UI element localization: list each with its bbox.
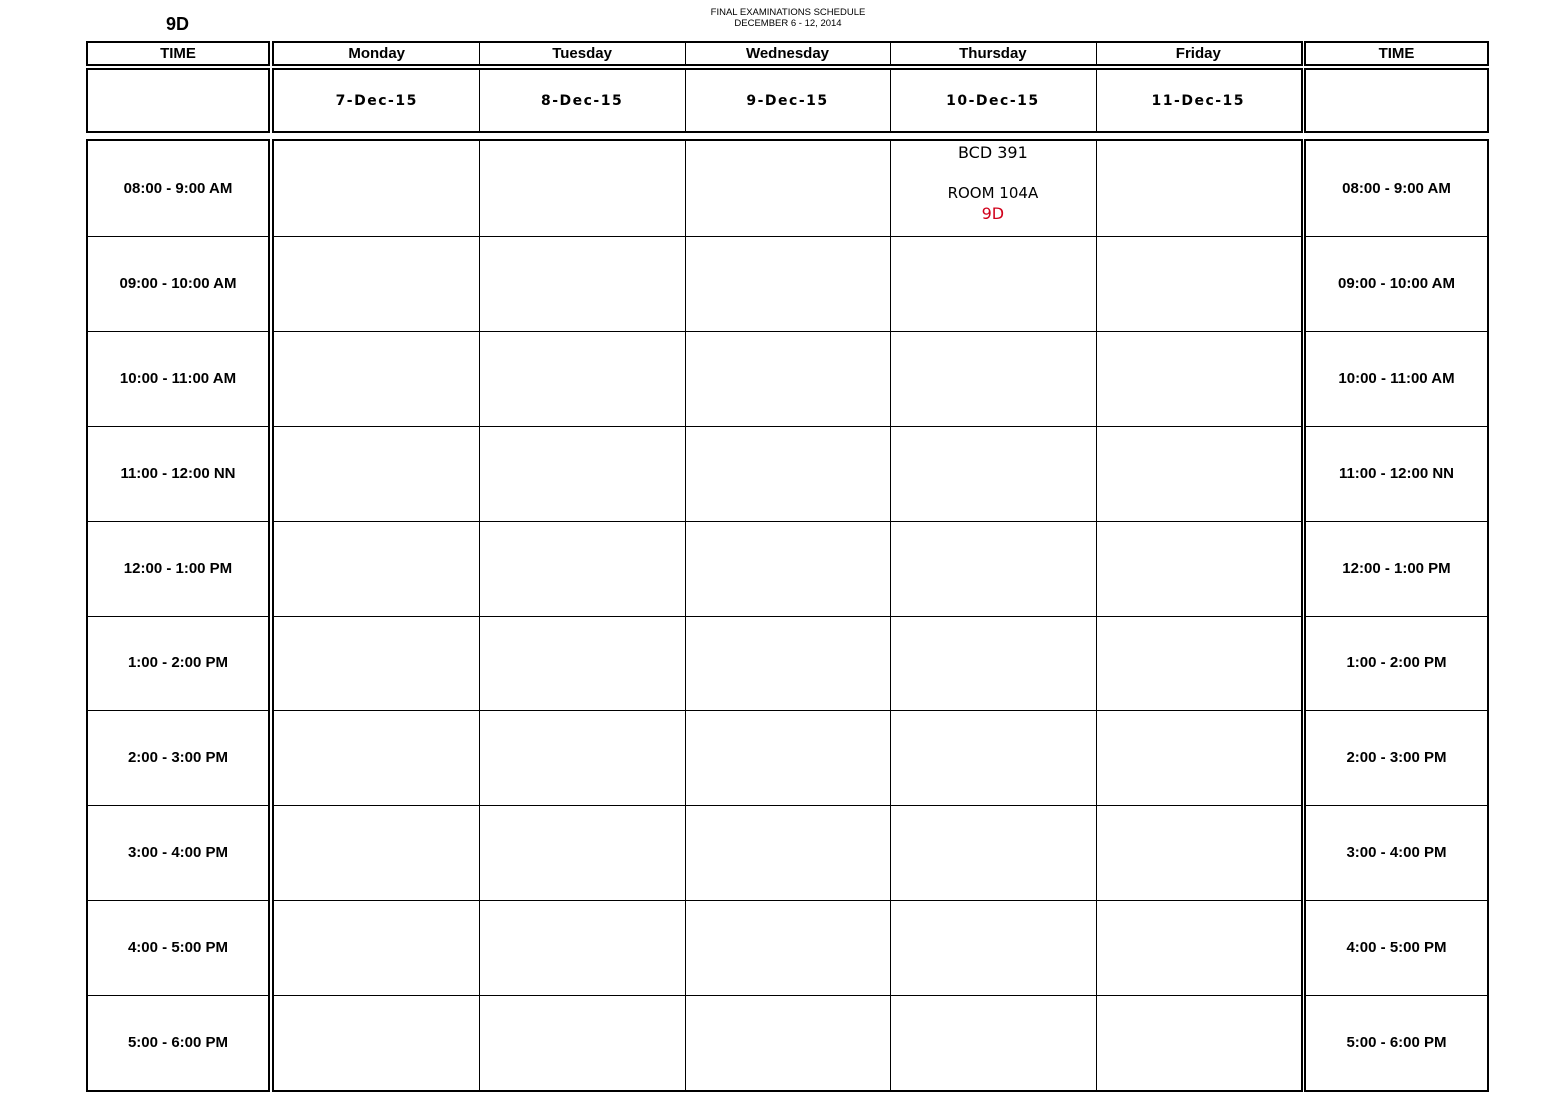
- time-slot-left: 09:00 - 10:00 AM: [119, 274, 237, 292]
- header-time-left: TIME: [160, 45, 196, 62]
- document-title: [600, 7, 976, 29]
- row-divider: [88, 426, 268, 427]
- header-time-right-box: [1304, 41, 1489, 66]
- exam-entry: [890, 141, 1095, 236]
- day-header-thursday: Thursday: [959, 45, 1027, 62]
- exam-room: ROOM 104A: [947, 184, 1039, 202]
- date-thursday: 10-Dec-15: [946, 92, 1040, 109]
- header-days-box: [272, 41, 1303, 66]
- row-divider: [274, 426, 1301, 427]
- row-divider: [1306, 900, 1487, 901]
- row-divider: [1306, 616, 1487, 617]
- row-divider: [88, 995, 268, 996]
- row-divider: [88, 236, 268, 237]
- column-divider: [685, 70, 686, 131]
- row-divider: [1306, 521, 1487, 522]
- row-divider: [1306, 710, 1487, 711]
- row-divider: [1306, 236, 1487, 237]
- day-header-monday: Monday: [348, 45, 406, 62]
- day-header-wednesday: Wednesday: [745, 45, 830, 62]
- time-slot-right: 09:00 - 10:00 AM: [1338, 274, 1455, 292]
- time-slot-right: 1:00 - 2:00 PM: [1346, 654, 1447, 672]
- time-slot-right: 08:00 - 9:00 AM: [1342, 179, 1451, 197]
- row-divider: [1306, 805, 1487, 806]
- header-time-right: TIME: [1378, 45, 1415, 62]
- row-divider: [88, 900, 268, 901]
- row-divider: [88, 331, 268, 332]
- time-slot-left: 11:00 - 12:00 NN: [120, 464, 236, 482]
- column-divider: [890, 43, 891, 64]
- column-divider: [479, 70, 480, 131]
- column-divider: [1096, 43, 1097, 64]
- time-column-right: [1304, 139, 1489, 1092]
- header-time-left-box: [86, 41, 270, 66]
- row-divider: [274, 995, 1301, 996]
- column-divider: [685, 43, 686, 64]
- date-row-box: [272, 68, 1303, 133]
- row-divider: [274, 900, 1301, 901]
- row-divider: [88, 616, 268, 617]
- section-code: 9D: [165, 14, 189, 34]
- row-divider: [1306, 995, 1487, 996]
- row-divider: [1306, 331, 1487, 332]
- day-header-tuesday: Tuesday: [552, 45, 612, 62]
- time-slot-left: 10:00 - 11:00 AM: [119, 369, 237, 387]
- column-divider: [479, 43, 480, 64]
- row-divider: [1306, 426, 1487, 427]
- time-column-left: [86, 139, 270, 1092]
- time-slot-right: 4:00 - 5:00 PM: [1346, 939, 1447, 957]
- day-header-friday: Friday: [1175, 45, 1221, 62]
- row-divider: [274, 236, 1301, 237]
- column-divider: [890, 70, 891, 131]
- schedule-title: FINAL EXAMINATIONS SCHEDULE: [710, 7, 866, 18]
- time-slot-left: 4:00 - 5:00 PM: [127, 939, 229, 957]
- schedule-dates: DECEMBER 6 - 12, 2014: [734, 18, 842, 29]
- row-divider: [274, 805, 1301, 806]
- column-divider: [1096, 70, 1097, 131]
- time-slot-left: 08:00 - 9:00 AM: [123, 179, 233, 197]
- date-time-right-box: [1304, 68, 1489, 133]
- row-divider: [274, 331, 1301, 332]
- date-monday: 7-Dec-15: [335, 92, 418, 109]
- time-slot-left: 1:00 - 2:00 PM: [127, 654, 229, 672]
- exam-course: BCD 391: [957, 143, 1028, 162]
- row-divider: [274, 521, 1301, 522]
- row-divider: [274, 710, 1301, 711]
- date-tuesday: 8-Dec-15: [540, 92, 624, 109]
- time-slot-left: 2:00 - 3:00 PM: [127, 749, 229, 767]
- time-slot-right: 5:00 - 6:00 PM: [1346, 1034, 1447, 1052]
- time-slot-left: 5:00 - 6:00 PM: [127, 1034, 229, 1052]
- time-slot-right: 2:00 - 3:00 PM: [1346, 749, 1447, 767]
- row-divider: [88, 521, 268, 522]
- time-slot-right: 10:00 - 11:00 AM: [1338, 369, 1455, 387]
- time-slot-right: 3:00 - 4:00 PM: [1346, 844, 1447, 862]
- row-divider: [88, 710, 268, 711]
- date-friday: 11-Dec-15: [1151, 92, 1246, 109]
- time-slot-left: 3:00 - 4:00 PM: [127, 844, 229, 862]
- exam-section: 9D: [981, 204, 1005, 223]
- time-slot-right: 12:00 - 1:00 PM: [1342, 559, 1451, 577]
- date-wednesday: 9-Dec-15: [746, 92, 829, 109]
- time-slot-right: 11:00 - 12:00 NN: [1338, 464, 1455, 482]
- time-slot-left: 12:00 - 1:00 PM: [123, 559, 233, 577]
- row-divider: [274, 616, 1301, 617]
- date-time-left-box: [86, 68, 270, 133]
- row-divider: [88, 805, 268, 806]
- schedule-grid: [272, 139, 1303, 1092]
